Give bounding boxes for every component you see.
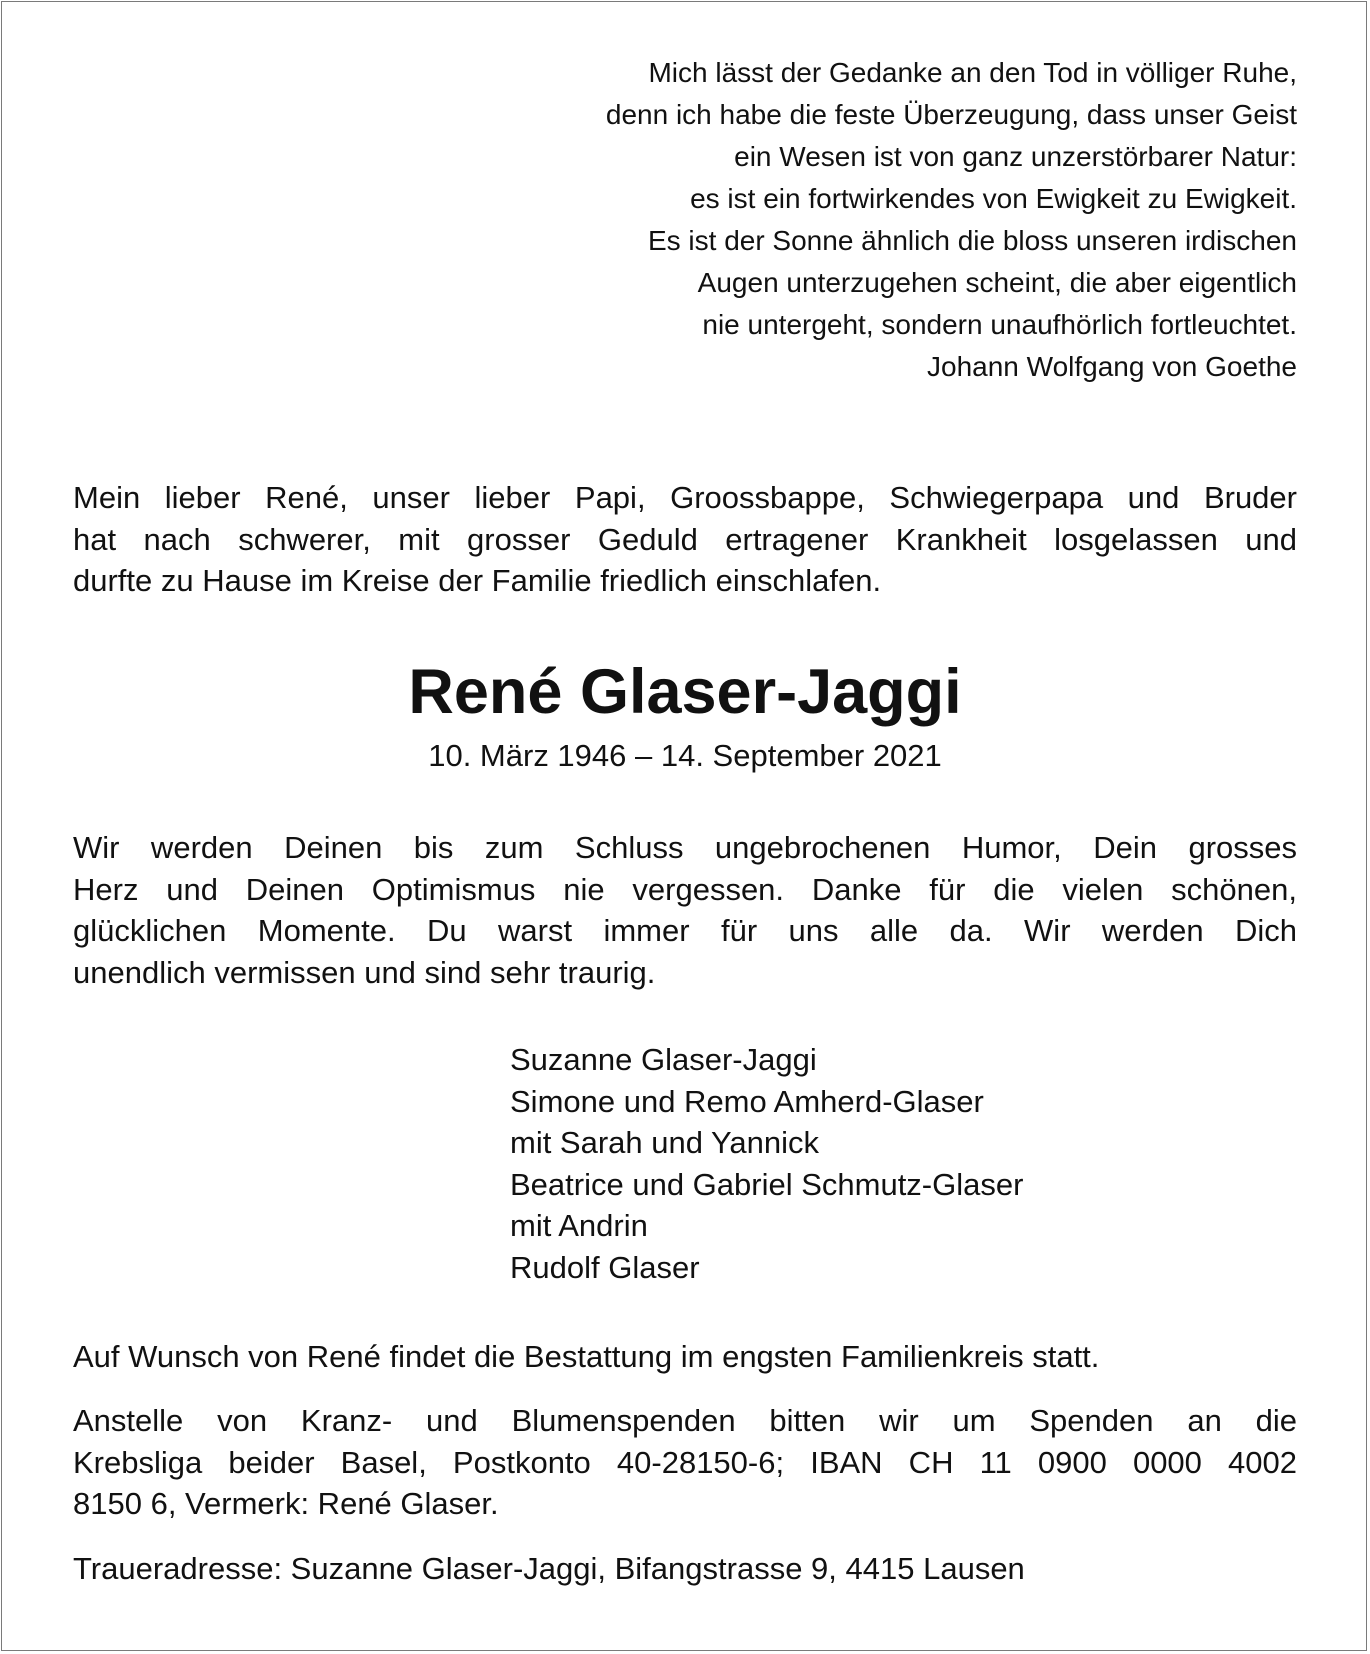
quote-line: denn ich habe die feste Überzeugung, dass unser Geist bbox=[605, 99, 1297, 130]
mourning-address: Traueradresse: Suzanne Glaser-Jaggi, Bifangstrasse 9, 4415 Lausen bbox=[73, 1551, 1025, 1586]
quote-line: Augen unterzugehen scheint, die aber eigentlich bbox=[697, 267, 1297, 298]
family-member: Simone und Remo Amherd-Glaser bbox=[510, 1083, 984, 1119]
intro-line: Mein lieber René, unser lieber Papi, Groossbappe, Schwiegerpapa und Bruder bbox=[73, 480, 1297, 515]
quote-line: ein Wesen ist von ganz unzerstörbarer Natur: bbox=[734, 141, 1297, 172]
donation-paragraph bbox=[73, 1400, 1297, 1525]
quote-author: Johann Wolfgang von Goethe bbox=[927, 351, 1297, 382]
family-list bbox=[510, 1039, 1023, 1288]
donation-line: 8150 6, Vermerk: René Glaser. bbox=[73, 1486, 499, 1521]
family-member: Beatrice und Gabriel Schmutz-Glaser bbox=[510, 1166, 1024, 1202]
tribute-paragraph bbox=[73, 827, 1297, 993]
intro-paragraph bbox=[73, 477, 1297, 602]
family-member: Suzanne Glaser-Jaggi bbox=[510, 1042, 817, 1077]
goethe-quote bbox=[397, 52, 1297, 388]
deceased-name: René Glaser-Jaggi bbox=[408, 657, 962, 727]
family-member: mit Andrin bbox=[510, 1208, 648, 1243]
quote-line: es ist ein fortwirkendes von Ewigkeit zu Ewigkeit. bbox=[690, 183, 1297, 214]
life-dates: 10. März 1946 – 14. September 2021 bbox=[428, 738, 942, 773]
family-member: Rudolf Glaser bbox=[510, 1249, 700, 1285]
donation-line: Krebsliga beider Basel, Postkonto 40-28150-6; IBAN CH 11 0900 0000 4002 bbox=[73, 1444, 1297, 1480]
tribute-line: Herz und Deinen Optimismus nie vergessen. Danke für die vielen schönen, bbox=[73, 871, 1297, 907]
intro-line: hat nach schwerer, mit grosser Geduld ertragener Krankheit losgelassen und bbox=[73, 521, 1297, 557]
tribute-line: glücklichen Momente. Du warst immer für uns alle da. Wir werden Dich bbox=[73, 913, 1297, 948]
quote-line: nie untergeht, sondern unaufhörlich fortleuchtet. bbox=[702, 309, 1297, 340]
quote-line: Mich lässt der Gedanke an den Tod in völliger Ruhe, bbox=[648, 57, 1297, 88]
tribute-line: unendlich vermissen und sind sehr traurig. bbox=[73, 954, 656, 990]
donation-line: Anstelle von Kranz- und Blumenspenden bitten wir um Spenden an die bbox=[73, 1403, 1297, 1438]
tribute-line: Wir werden Deinen bis zum Schluss ungebrochenen Humor, Dein grosses bbox=[73, 830, 1297, 865]
intro-line: durfte zu Hause im Kreise der Familie friedlich einschlafen. bbox=[73, 563, 882, 598]
family-member: mit Sarah und Yannick bbox=[510, 1125, 820, 1160]
quote-line: Es ist der Sonne ähnlich die bloss unseren irdischen bbox=[647, 225, 1297, 256]
funeral-note: Auf Wunsch von René findet die Bestattung im engsten Familienkreis statt. bbox=[73, 1339, 1100, 1374]
